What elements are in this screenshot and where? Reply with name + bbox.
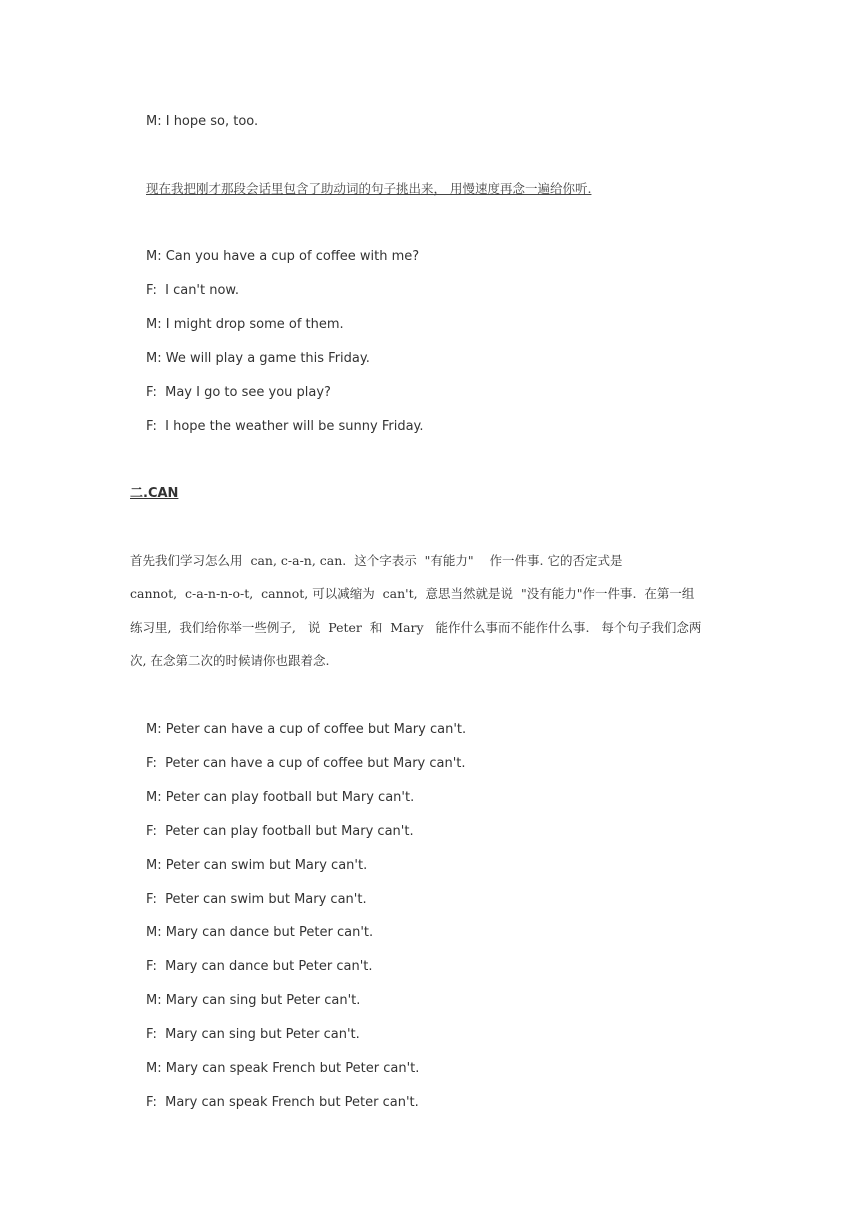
dialogue-line: F: Peter can play football but Mary can't.: [146, 824, 414, 839]
section-heading: 二.CAN: [130, 486, 179, 501]
paragraph-line: 次, 在念第二次的时候请你也跟着念.: [130, 653, 330, 668]
dialogue-line: M: Mary can dance but Peter can't.: [146, 925, 374, 940]
dialogue-line: M: Peter can have a cup of coffee but Mary can't.: [146, 722, 467, 737]
dialogue-line: F: Mary can dance but Peter can't.: [146, 959, 373, 974]
dialogue-line: M: I might drop some of them.: [146, 317, 344, 332]
paragraph-line: 练习里, 我们给你举一些例子, 说 Peter 和 Mary 能作什么事而不能作什么事. 每个句子我们念两: [130, 620, 702, 635]
paragraph-line: 首先我们学习怎么用 can, c-a-n, can. 这个字表示 "有能力" 作一件事. 它的否定式是: [130, 553, 623, 568]
instruction-note: 现在我把刚才那段会话里包含了助动词的句子挑出来， 用慢速度再念一遍给你听.: [146, 181, 592, 196]
dialogue-line: M: We will play a game this Friday.: [146, 351, 370, 366]
dialogue-line: F: Peter can swim but Mary can't.: [146, 892, 367, 907]
dialogue-line: F: Mary can speak French but Peter can't.: [146, 1095, 419, 1110]
dialogue-line: M: Mary can sing but Peter can't.: [146, 993, 361, 1008]
dialogue-line: M: Mary can speak French but Peter can't.: [146, 1061, 420, 1076]
dialogue-line: F: May I go to see you play?: [146, 385, 331, 400]
dialogue-line: M: Peter can swim but Mary can't.: [146, 858, 368, 873]
dialogue-line: M: Peter can play football but Mary can't.: [146, 790, 415, 805]
dialogue-line: M: Can you have a cup of coffee with me?: [146, 249, 420, 264]
dialogue-line: F: Mary can sing but Peter can't.: [146, 1027, 360, 1042]
dialogue-line: M: I hope so, too.: [146, 114, 259, 129]
paragraph-line: cannot, c-a-n-n-o-t, cannot, 可以减缩为 can't, 意思当然就是说 "没有能力"作一件事. 在第一组: [130, 586, 695, 601]
dialogue-line: F: I hope the weather will be sunny Friday.: [146, 419, 424, 434]
dialogue-line: F: Peter can have a cup of coffee but Mary can't.: [146, 756, 466, 771]
dialogue-line: F: I can't now.: [146, 283, 239, 298]
